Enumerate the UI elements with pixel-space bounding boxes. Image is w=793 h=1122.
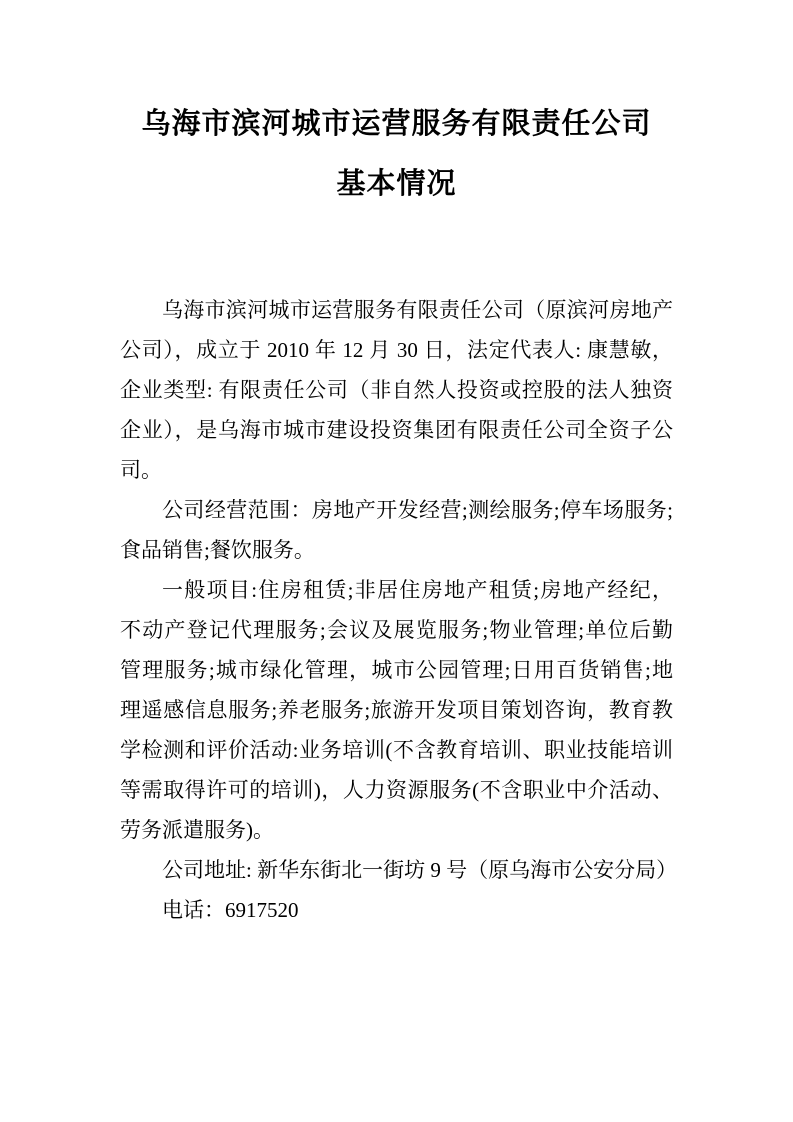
paragraph-3-line-6: 等需取得许可的培训)，人力资源服务(不含职业中介活动、: [120, 778, 673, 802]
paragraph-5-line-1: 电话：6917520: [162, 898, 299, 922]
paragraph-1-line-3: 企业类型: 有限责任公司（非自然人投资或控股的法人独资: [120, 378, 673, 402]
paragraph-3-line-3: 管理服务;城市绿化管理，城市公园管理;日用百货销售;地: [120, 658, 673, 682]
paragraph-3-line-4: 理遥感信息服务;养老服务;旅游开发项目策划咨询，教育教: [120, 698, 673, 722]
paragraph-2-line-2: 食品销售;餐饮服务。: [120, 538, 315, 562]
paragraph-1-line-4: 企业），是乌海市城市建设投资集团有限责任公司全资子公: [120, 418, 673, 442]
paragraph-1-line-5: 司。: [120, 458, 162, 482]
document-subtitle: 基本情况: [336, 168, 457, 200]
paragraph-3-line-5: 学检测和评价活动:业务培训(不含教育培训、职业技能培训: [120, 738, 673, 762]
paragraph-3-line-1: 一般项目:住房租赁;非居住房地产租赁;房地产经纪，: [162, 578, 673, 602]
paragraph-2-line-1: 公司经营范围：房地产开发经营;测绘服务;停车场服务;: [162, 498, 673, 522]
document-title: 乌海市滨河城市运营服务有限责任公司: [141, 108, 652, 140]
paragraph-4-line-1: 公司地址: 新华东街北一街坊 9 号（原乌海市公安分局）: [162, 858, 678, 882]
paragraph-1-line-1: 乌海市滨河城市运营服务有限责任公司（原滨河房地产: [162, 298, 673, 322]
paragraph-3-line-7: 劳务派遣服务)。: [120, 818, 274, 842]
document-body: [120, 290, 678, 930]
title-block: [0, 0, 793, 200]
paragraph-1-line-2: 公司），成立于 2010 年 12 月 30 日，法定代表人: 康慧敏，: [120, 338, 673, 362]
paragraph-3-line-2: 不动产登记代理服务;会议及展览服务;物业管理;单位后勤: [120, 618, 673, 642]
